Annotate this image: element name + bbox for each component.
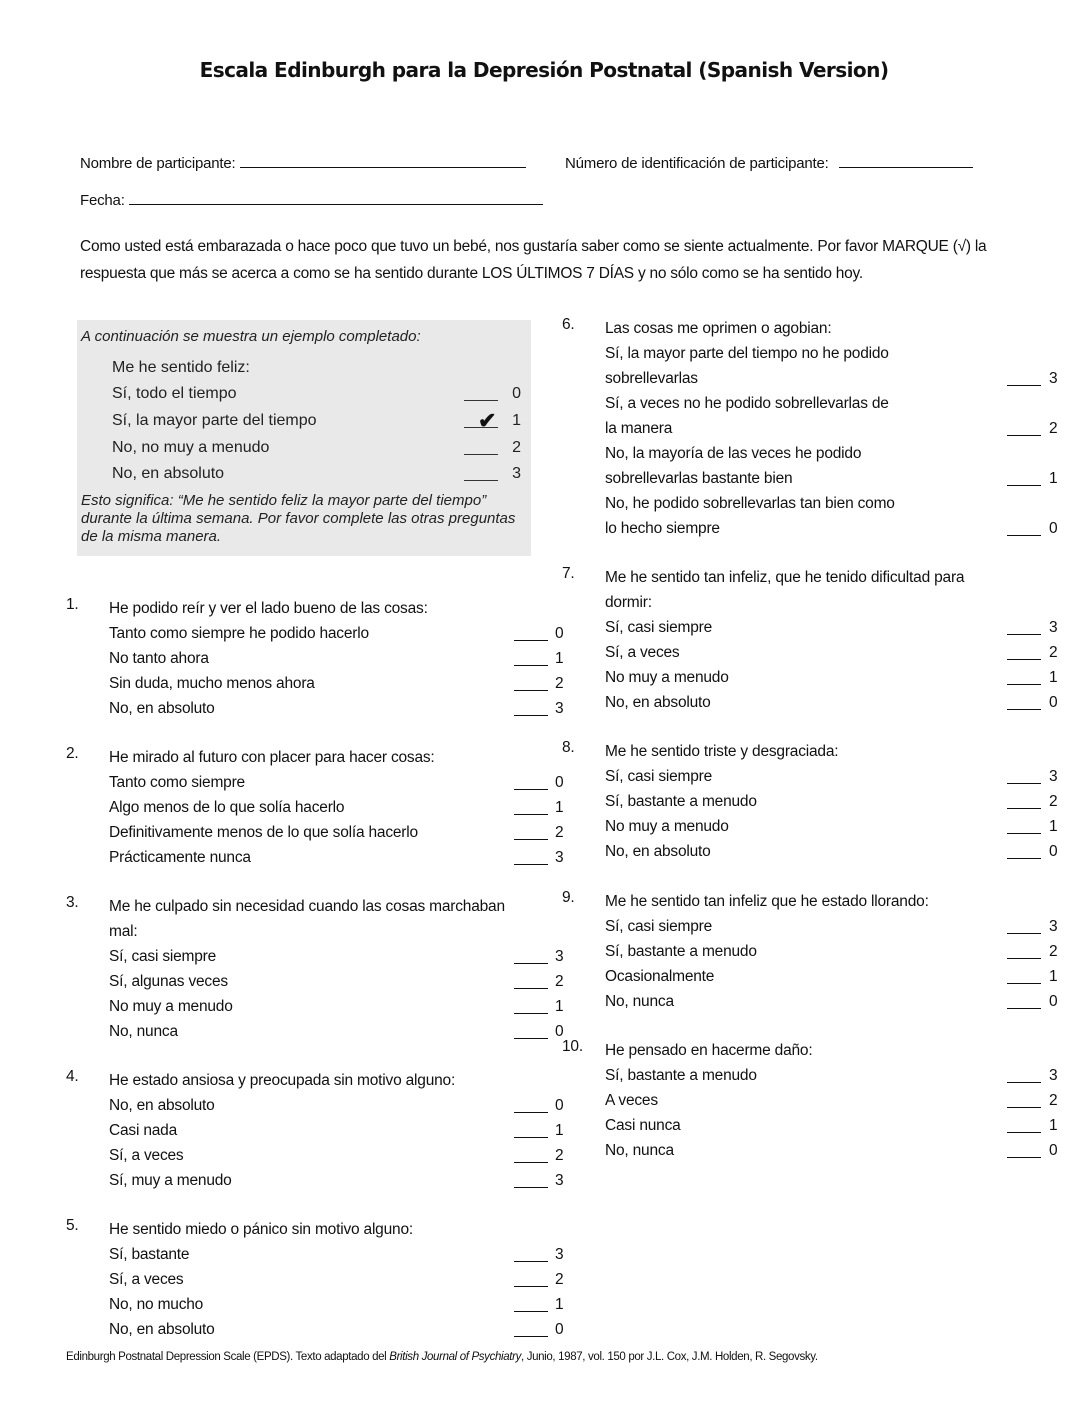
option-label: Sí, bastante a menudo: [605, 943, 757, 960]
example-answer-blank: [464, 454, 498, 455]
question-number: 1.: [66, 596, 79, 613]
answer-blank[interactable]: [514, 789, 548, 790]
participant-id-label: Número de identificación de participante:: [565, 155, 829, 172]
option-label: Sí, bastante: [109, 1246, 190, 1263]
option-score: 2: [1049, 943, 1058, 960]
option-label: Casi nunca: [605, 1117, 681, 1134]
option-score: 2: [1049, 793, 1058, 810]
option-label: Sí, a veces: [109, 1147, 184, 1164]
answer-blank[interactable]: [1007, 485, 1041, 486]
option-score: 0: [555, 1321, 564, 1338]
question-number: 4.: [66, 1068, 79, 1085]
answer-blank[interactable]: [1007, 808, 1041, 809]
citation-footer: [66, 1351, 818, 1363]
answer-blank[interactable]: [514, 1112, 548, 1113]
answer-blank[interactable]: [514, 1261, 548, 1262]
option-score: 2: [555, 973, 564, 990]
example-option: [112, 408, 521, 433]
answer-blank[interactable]: [514, 1286, 548, 1287]
example-option-score: 3: [512, 465, 521, 482]
option-score: 3: [555, 1246, 564, 1263]
option-label: No, nunca: [605, 993, 674, 1010]
example-note: Esto significa: “Me he sentido feliz la mayor parte del tiempo” durante la última semana. Por favor complete las otras preguntas de la misma manera.: [81, 492, 516, 545]
answer-blank[interactable]: [514, 839, 548, 840]
answer-blank[interactable]: [1007, 1132, 1041, 1133]
question-number: 9.: [562, 889, 575, 906]
option-score: 0: [1049, 1142, 1058, 1159]
option-label: Ocasionalmente: [605, 968, 715, 985]
participant-name-label: Nombre de participante:: [80, 155, 236, 172]
option-label: No, la mayoría de las veces he podido: [605, 445, 862, 462]
option-score: 1: [1049, 968, 1058, 985]
option-score: 3: [1049, 1067, 1058, 1084]
question-text: He mirado al futuro con placer para hacer cosas:: [109, 749, 435, 766]
option-label: A veces: [605, 1092, 658, 1109]
date-input[interactable]: [129, 190, 543, 205]
answer-blank[interactable]: [514, 690, 548, 691]
answer-blank[interactable]: [1007, 1157, 1041, 1158]
option-score: 0: [1049, 694, 1058, 711]
answer-blank[interactable]: [1007, 833, 1041, 834]
question-text: Me he sentido tan infeliz, que he tenido dificultad para dormir:: [605, 569, 965, 611]
question-number: 2.: [66, 745, 79, 762]
answer-blank[interactable]: [514, 1162, 548, 1163]
option-score: 1: [1049, 470, 1058, 487]
answer-blank[interactable]: [1007, 958, 1041, 959]
participant-name-field: [80, 153, 526, 172]
option-label: Sí, la mayor parte del tiempo no he podido: [605, 345, 889, 362]
option-label: Sí, bastante a menudo: [605, 793, 757, 810]
question-number: 3.: [66, 894, 79, 911]
option-label: Sí, casi siempre: [109, 948, 217, 965]
option-label: Sí, a veces: [109, 1271, 184, 1288]
option-score: 1: [555, 1296, 564, 1313]
question-text: Me he sentido triste y desgraciada:: [605, 743, 839, 760]
answer-blank[interactable]: [1007, 634, 1041, 635]
instructions: Como usted está embarazada o hace poco que tuvo un bebé, nos gustaría saber como se siente actualmente. Por favor MARQUE (√) la respuesta que más se acerca a como se ha sentido durante LOS ÚLTIMOS 7 DÍAS y no sólo como se ha sentido hoy.: [80, 238, 987, 282]
option-label: No, en absoluto: [605, 843, 711, 860]
option-label: Casi nada: [109, 1122, 177, 1139]
example-option-score: 2: [512, 439, 521, 456]
option-label: No, en absoluto: [109, 1097, 215, 1114]
option-label: Sí, bastante a menudo: [605, 1067, 757, 1084]
answer-blank[interactable]: [1007, 684, 1041, 685]
option-label: Algo menos de lo que solía hacerlo: [109, 799, 345, 816]
option-score: 2: [1049, 1092, 1058, 1109]
question-text: He podido reír y ver el lado bueno de las cosas:: [109, 600, 428, 617]
answer-blank[interactable]: [1007, 858, 1041, 859]
option-score: 0: [1049, 520, 1058, 537]
example-answer-blank: [464, 400, 498, 401]
option-score: 1: [555, 998, 564, 1015]
example-option-score: 1: [512, 412, 521, 429]
participant-id-input[interactable]: [839, 153, 973, 168]
answer-blank[interactable]: [514, 1137, 548, 1138]
answer-blank[interactable]: [1007, 1107, 1041, 1108]
answer-blank[interactable]: [514, 1311, 548, 1312]
example-option-label: Sí, todo el tiempo: [112, 385, 237, 402]
answer-blank[interactable]: [514, 1013, 548, 1014]
option-score: 3: [555, 700, 564, 717]
option-label: No muy a menudo: [605, 669, 729, 686]
date-label: Fecha:: [80, 192, 125, 209]
answer-blank[interactable]: [1007, 659, 1041, 660]
option-score: 2: [555, 824, 564, 841]
option-label: Tanto como siempre: [109, 774, 245, 791]
option-score: 3: [1049, 918, 1058, 935]
option-label: Sí, casi siempre: [605, 619, 713, 636]
option-label-continued: lo hecho siempre: [605, 520, 720, 537]
question-text: He sentido miedo o pánico sin motivo alguno:: [109, 1221, 413, 1238]
answer-blank[interactable]: [514, 814, 548, 815]
question-text: He pensado en hacerme daño:: [605, 1042, 813, 1059]
option-label: No, nunca: [605, 1142, 674, 1159]
question-text: Las cosas me oprimen o agobian:: [605, 320, 832, 337]
answer-blank[interactable]: [1007, 435, 1041, 436]
option-label-continued: sobrellevarlas bastante bien: [605, 470, 793, 487]
option-label: Prácticamente nunca: [109, 849, 251, 866]
option-score: 0: [555, 1097, 564, 1114]
example-option: [112, 439, 521, 459]
checkmark-icon: ✔: [478, 408, 497, 433]
option-label: Tanto como siempre he podido hacerlo: [109, 625, 369, 642]
option-score: 1: [555, 650, 564, 667]
option-score: 3: [1049, 370, 1058, 387]
answer-blank[interactable]: [514, 864, 548, 865]
option-score: 1: [1049, 818, 1058, 835]
option-score: 3: [1049, 768, 1058, 785]
footer-text-2: , Junio, 1987, vol. 150 por J.L. Cox, J.M. Holden, R. Segovsky.: [521, 1351, 818, 1363]
question-number: 7.: [562, 565, 575, 582]
footer-text-1: Edinburgh Postnatal Depression Scale (EPDS). Texto adaptado del: [66, 1351, 390, 1363]
example-option: [112, 465, 521, 485]
option-score: 1: [555, 799, 564, 816]
question-text: Me he sentido tan infeliz que he estado llorando:: [605, 893, 929, 910]
example-question: Me he sentido feliz:: [112, 359, 250, 376]
answer-blank[interactable]: [514, 665, 548, 666]
option-label: No tanto ahora: [109, 650, 209, 667]
example-option-label: No, en absoluto: [112, 465, 225, 482]
option-label: Definitivamente menos de lo que solía hacerlo: [109, 824, 418, 841]
answer-blank[interactable]: [1007, 983, 1041, 984]
option-score: 0: [555, 1023, 564, 1040]
option-label: Sí, casi siempre: [605, 768, 713, 785]
question-text: Me he culpado sin necesidad cuando las cosas marchaban mal:: [109, 898, 505, 940]
option-score: 1: [1049, 669, 1058, 686]
option-label: No, he podido sobrellevarlas tan bien como: [605, 495, 895, 512]
example-option-label: No, no muy a menudo: [112, 439, 270, 456]
answer-blank[interactable]: [1007, 1082, 1041, 1083]
option-score: 2: [555, 1147, 564, 1164]
option-score: 3: [555, 849, 564, 866]
option-label: Sí, algunas veces: [109, 973, 228, 990]
option-score: 3: [555, 948, 564, 965]
example-option-label: Sí, la mayor parte del tiempo: [112, 412, 317, 429]
example-heading: A continuación se muestra un ejemplo completado:: [81, 328, 421, 345]
option-score: 1: [1049, 1117, 1058, 1134]
answer-blank[interactable]: [514, 1038, 548, 1039]
option-label: Sí, a veces no he podido sobrellevarlas de: [605, 395, 889, 412]
question-number: 8.: [562, 739, 575, 756]
option-score: 0: [555, 625, 564, 642]
option-label: No, no mucho: [109, 1296, 204, 1313]
option-label-continued: la manera: [605, 420, 673, 437]
question-number: 5.: [66, 1217, 79, 1234]
option-label: Sin duda, mucho menos ahora: [109, 675, 315, 692]
answer-blank[interactable]: [514, 988, 548, 989]
option-score: 2: [555, 675, 564, 692]
example-box: [77, 320, 531, 556]
answer-blank[interactable]: [514, 963, 548, 964]
option-label: No, nunca: [109, 1023, 178, 1040]
option-score: 2: [555, 1271, 564, 1288]
example-answer-blank: [464, 480, 498, 481]
participant-name-input[interactable]: [240, 153, 526, 168]
option-label: Sí, muy a menudo: [109, 1172, 232, 1189]
page-title: Escala Edinburgh para la Depresión Postnatal (Spanish Version): [199, 58, 889, 82]
answer-blank[interactable]: [1007, 385, 1041, 386]
date-field: [80, 190, 543, 209]
participant-id-field: [565, 153, 973, 172]
question-number: 10.: [562, 1038, 583, 1055]
answer-blank[interactable]: [514, 1336, 548, 1337]
option-score: 1: [555, 1122, 564, 1139]
answer-blank[interactable]: [514, 640, 548, 641]
question-number: 6.: [562, 316, 575, 333]
option-label: No muy a menudo: [605, 818, 729, 835]
option-label: Sí, a veces: [605, 644, 680, 661]
answer-blank[interactable]: [1007, 933, 1041, 934]
option-score: 0: [555, 774, 564, 791]
option-label: Sí, casi siempre: [605, 918, 713, 935]
footer-journal: British Journal of Psychiatry: [389, 1351, 521, 1363]
example-option: [112, 385, 521, 405]
answer-blank[interactable]: [1007, 1008, 1041, 1009]
answer-blank[interactable]: [1007, 783, 1041, 784]
option-score: 3: [1049, 619, 1058, 636]
example-option-score: 0: [512, 385, 521, 402]
option-score: 0: [1049, 993, 1058, 1010]
option-label: No, en absoluto: [109, 700, 215, 717]
answer-blank[interactable]: [514, 1187, 548, 1188]
option-label-continued: sobrellevarlas: [605, 370, 698, 387]
option-score: 2: [1049, 644, 1058, 661]
answer-blank[interactable]: [1007, 535, 1041, 536]
answer-blank[interactable]: [514, 715, 548, 716]
option-label: No, en absoluto: [109, 1321, 215, 1338]
question-text: He estado ansiosa y preocupada sin motivo alguno:: [109, 1072, 456, 1089]
option-score: 0: [1049, 843, 1058, 860]
option-label: No muy a menudo: [109, 998, 233, 1015]
option-score: 3: [555, 1172, 564, 1189]
answer-blank[interactable]: [1007, 709, 1041, 710]
option-score: 2: [1049, 420, 1058, 437]
option-label: No, en absoluto: [605, 694, 711, 711]
